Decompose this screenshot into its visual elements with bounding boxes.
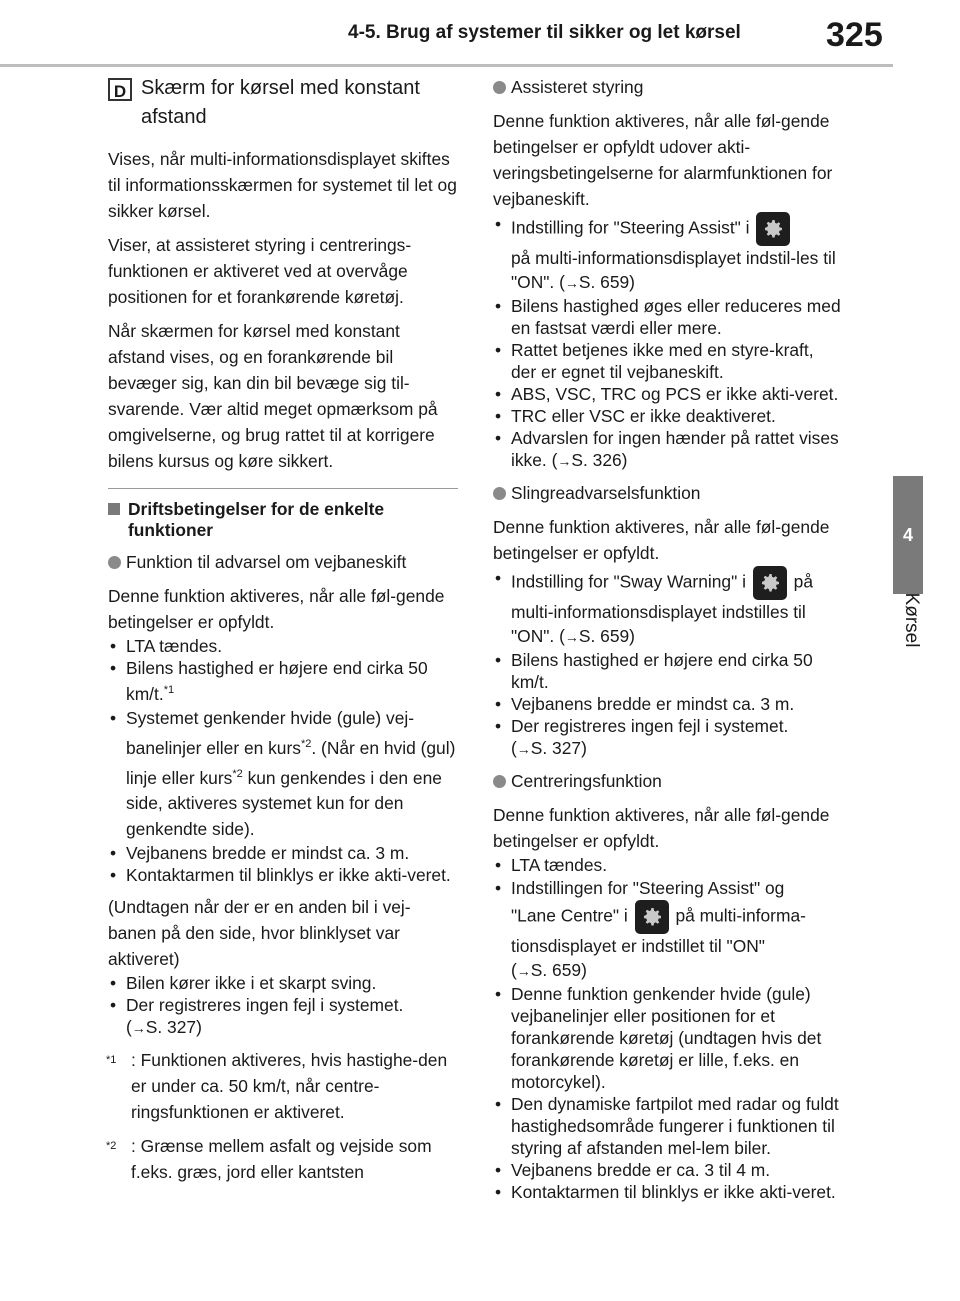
page-reference[interactable]: S. 659: [578, 272, 630, 292]
list-item: • Der registreres ingen fejl i systemet. (→S. 327): [493, 715, 843, 760]
list-item-text: multi-informationsdisplayet indstilles til "ON".: [511, 602, 806, 646]
section-title-text: Driftsbetingelser for de enkelte funktioner: [128, 499, 385, 540]
list-item-text: Systemet genkender hvide (gule) vej-banelinjer eller en kurs: [126, 707, 415, 758]
circle-bullet-icon: [493, 81, 506, 94]
paragraph: Viser, at assisteret styring i centrerings-funktionen er aktiveret ved at overvåge positionen for et forankørende køretøj.: [108, 235, 412, 307]
list-item-text: Kontaktarmen til blinklys er ikke akti-veret.: [511, 1182, 836, 1202]
list-item-text: Den dynamiske fartpilot med radar og fuldt hastighedsområde fungerer i funktionen til styring af afstanden mel-lem biler.: [511, 1094, 839, 1158]
footnote-ref: *2: [300, 737, 312, 750]
chapter-tab-label: [896, 584, 926, 656]
list-item-text: "Lane Centre" i: [511, 905, 628, 926]
square-bullet-icon: [108, 503, 120, 515]
list-item-text: på multi-informa-: [675, 905, 806, 926]
footnote-mark: *2: [106, 1140, 117, 1153]
list-item: [493, 983, 843, 1093]
list-item: • Advarslen for ingen hænder på rattet vises ikke. (→S. 326): [493, 427, 843, 472]
list-item: • Indstilling for "Steering Assist" i på multi-informationsdisplayet indstil-les til "ON". (→S. 659): [493, 212, 843, 295]
page-reference[interactable]: S. 659: [578, 626, 630, 646]
circle-bullet-icon: [108, 556, 121, 569]
marker-d: D: [108, 78, 132, 101]
list-item: • Indstilling for "Sway Warning" i på multi-informationsdisplayet indstilles til "ON". (→S. 659): [493, 566, 843, 649]
section-d-heading: [108, 74, 458, 132]
arrow-icon: →: [516, 741, 531, 757]
list-item: [108, 864, 458, 886]
subsection-title: [493, 768, 843, 794]
list-item-text: TRC eller VSC er ikke deaktiveret.: [511, 406, 776, 426]
condition-list: [108, 972, 458, 1039]
list-item-text: tionsdisplayet er indstillet til "ON": [511, 936, 765, 956]
page-reference[interactable]: S. 327: [530, 738, 582, 758]
list-item: [493, 649, 843, 693]
subsection-title: [493, 480, 843, 506]
subsection-title-text: Assisteret styring: [511, 77, 644, 97]
paragraph: Denne funktion aktiveres, når alle føl-gende betingelser er opfyldt.: [108, 586, 445, 632]
circle-bullet-icon: [493, 487, 506, 500]
right-column: [493, 74, 843, 1203]
list-item: [493, 1159, 843, 1181]
list-item: [493, 339, 843, 383]
condition-list: [493, 212, 843, 472]
list-item: [493, 405, 843, 427]
list-item-text: Kontaktarmen til blinklys er ikke akti-veret.: [126, 865, 451, 886]
list-item-text: . (Når en hvid (gul) linje eller kurs: [126, 737, 456, 788]
left-column: [108, 74, 458, 1185]
list-item: [108, 657, 458, 705]
paragraph: Denne funktion aktiveres, når alle føl-gende betingelser er opfyldt.: [493, 517, 830, 563]
list-item: [493, 383, 843, 405]
list-item: [108, 972, 458, 994]
circle-bullet-icon: [493, 775, 506, 788]
condition-list: [493, 566, 843, 760]
paragraph: (Undtagen når der er en anden bil i vej-banen på den side, hvor blinklyset var aktiveret): [108, 897, 411, 970]
list-item-text: Bilens hastighed er højere end cirka 50 km/t.: [126, 658, 428, 704]
footnote-ref: *1: [163, 684, 175, 696]
list-item: [493, 295, 843, 339]
list-item-text: LTA tændes.: [511, 855, 608, 875]
list-item-text: Vejbanens bredde er mindst ca. 3 m.: [126, 843, 410, 864]
list-item-text: kun genkendes i den ene side, aktiveres systemet kun for den genkendte side).: [126, 767, 442, 840]
condition-list: [493, 854, 843, 1203]
arrow-icon: →: [516, 963, 531, 979]
chapter-tab-text: Kørsel: [901, 592, 922, 648]
heading-text: Skærm for kørsel med konstant afstand: [141, 77, 420, 128]
subsection-title-text: Centreringsfunktion: [511, 771, 662, 791]
arrow-icon: →: [564, 275, 579, 291]
list-item: [108, 705, 458, 843]
list-item-text: Advarslen for ingen hænder på rattet vises ikke.: [511, 428, 839, 470]
list-item-text: Indstilling for "Sway Warning" i: [511, 571, 746, 592]
subsection-title: [108, 549, 458, 575]
list-item-text: Bilens hastighed øges eller reduceres med en fastsat værdi eller mere.: [511, 296, 841, 338]
gear-icon: [753, 566, 787, 600]
list-item-text: LTA tændes.: [126, 636, 223, 656]
list-item: [493, 1093, 843, 1159]
condition-list: [108, 635, 458, 886]
list-item-text: Bilens hastighed er højere end cirka 50 km/t.: [511, 650, 813, 692]
list-item-text: på multi-informationsdisplayet indstil-les til "ON".: [511, 248, 836, 292]
section-title: [108, 499, 458, 541]
list-item-text: Indstilling for "Steering Assist" i: [511, 217, 750, 238]
page-number: 325: [826, 16, 883, 54]
list-item-text: Vejbanens bredde er ca. 3 til 4 m.: [511, 1160, 771, 1180]
chapter-tab: 4: [893, 476, 923, 594]
subsection-title-text: Slingreadvarselsfunktion: [511, 483, 701, 503]
footnote: *2 : Grænse mellem asfalt og vejside som f.eks. græs, jord eller kantsten: [108, 1133, 458, 1185]
list-item-text: Rattet betjenes ikke med en styre-kraft, der er egnet til vejbaneskift.: [511, 340, 814, 382]
gear-icon: [635, 900, 669, 934]
footnote: *1 : Funktionen aktiveres, hvis hastighe-den er under ca. 50 km/t, når centre-ringsfunktionen er aktiveret.: [108, 1047, 458, 1125]
chapter-title: 4-5. Brug af systemer til sikker og let kørsel: [348, 22, 741, 43]
list-item-text: Bilen kører ikke i et skarpt sving.: [126, 973, 377, 994]
page-reference[interactable]: S. 326: [571, 450, 622, 470]
arrow-icon: →: [131, 1020, 146, 1037]
paragraph: Denne funktion aktiveres, når alle føl-gende betingelser er opfyldt udover akti-veringsbetingelserne for alarmfunktionen for vejbaneskift.: [493, 111, 833, 209]
footnote-text: Funktionen aktiveres, hvis hastighe-den er under ca. 50 km/t, når centre-ringsfunktionen er aktiveret.: [131, 1050, 448, 1123]
list-item-text: Indstillingen for "Steering Assist" og: [511, 878, 785, 898]
subsection-title-text: Funktion til advarsel om vejbaneskift: [126, 552, 407, 572]
list-item-text: Vejbanens bredde er mindst ca. 3 m.: [511, 694, 795, 714]
list-item: [493, 1181, 843, 1203]
subsection-title: [493, 74, 843, 100]
page-reference[interactable]: S. 327: [145, 1017, 197, 1038]
list-item: • Der registreres ingen fejl i systemet. (→S. 327): [108, 994, 458, 1039]
list-item: [108, 635, 458, 657]
list-item: [108, 842, 458, 864]
page-reference[interactable]: S. 659: [530, 960, 582, 980]
divider: [108, 488, 458, 489]
footnote-mark: *1: [106, 1054, 117, 1067]
list-item-text: ABS, VSC, TRC og PCS er ikke akti-veret.: [511, 384, 839, 404]
list-item-text: Denne funktion genkender hvide (gule) vejbanelinjer eller positionen for et forankørende køretøj (undtagen hvis det forankørende køretøj er lille, f.eks. en motorcykel).: [511, 984, 822, 1092]
arrow-icon: →: [557, 453, 572, 469]
list-item: • Indstillingen for "Steering Assist" og "Lane Centre" i på multi-informa- tionsdisplayet er indstillet til "ON" (→S. 659): [493, 876, 843, 983]
header-rule: [0, 64, 893, 67]
list-item: [493, 693, 843, 715]
paragraph: Denne funktion aktiveres, når alle føl-gende betingelser er opfyldt.: [493, 805, 830, 851]
footnote-text: Grænse mellem asfalt og vejside som f.eks. græs, jord eller kantsten: [131, 1136, 432, 1183]
list-item-text: Der registreres ingen fejl i systemet.: [511, 716, 789, 736]
list-item: [493, 854, 843, 876]
gear-icon: [756, 212, 790, 246]
footnote-ref: *2: [232, 767, 243, 780]
list-item-text: Der registreres ingen fejl i systemet.: [126, 995, 404, 1016]
paragraph: Når skærmen for kørsel med konstant afstand vises, og en forankørende bil bevæger sig, kan din bil bevæge sig til-svarende. Vær altid meget opmærksom på omgivelserne, og brug rattet til at korrigere bilens kursus og køre sikkert.: [108, 321, 438, 471]
arrow-icon: →: [564, 629, 579, 645]
list-item-text: på: [793, 571, 813, 592]
paragraph: Vises, når multi-informationsdisplayet skiftes til informationsskærmen for systemet til let og sikker kørsel.: [108, 149, 457, 221]
